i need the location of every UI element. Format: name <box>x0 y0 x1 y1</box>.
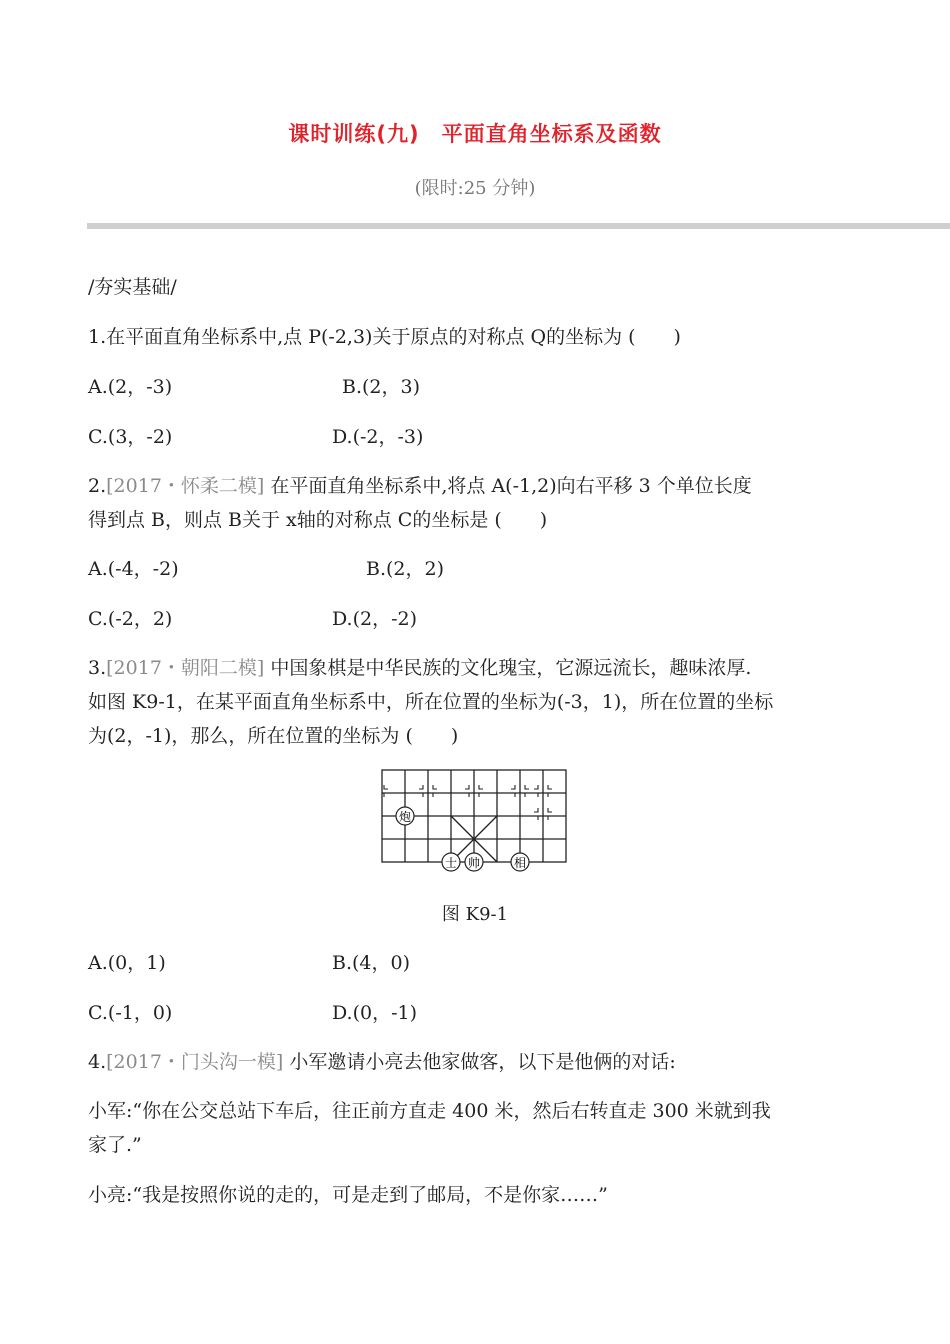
q2-source: [2017・怀柔二模] <box>106 475 265 497</box>
question-3-line-1 <box>88 653 751 680</box>
q1-option-c: C.(3，-2) <box>88 426 173 448</box>
question-3-line-3: 为(2，-1)，那么，所在位置的坐标为 ( ) <box>88 725 459 747</box>
q3-text-1: 中国象棋是中华民族的文化瑰宝，它源远流长，趣味浓厚. <box>270 657 752 679</box>
chess-board-figure <box>380 768 570 872</box>
question-1-text: 1.在平面直角坐标系中,点 P(-2,3)关于原点的对称点 Q的坐标为 ( ) <box>88 326 681 348</box>
question-2-line-1 <box>88 471 752 498</box>
q1-option-b: B.(2，3) <box>342 376 421 398</box>
question-4-line-4: 小亮:“我是按照你说的走的，可是走到了邮局，不是你家……” <box>88 1184 608 1206</box>
svg-text:帅: 帅 <box>467 856 481 870</box>
svg-text:相: 相 <box>513 856 527 870</box>
piece-pao <box>396 807 414 825</box>
q2-option-d: D.(2，-2) <box>332 608 418 630</box>
figure-caption: 图 K9-1 <box>441 904 509 925</box>
svg-text:炮: 炮 <box>398 810 412 824</box>
piece-xiang <box>511 853 529 871</box>
question-2-line-2: 得到点 B，则点 B关于 x轴的对称点 C的坐标是 ( ) <box>88 509 548 531</box>
section-heading: /夯实基础/ <box>88 276 177 298</box>
svg-text:士: 士 <box>444 856 458 870</box>
q2-option-a: A.(-4，-2) <box>88 558 179 580</box>
q2-option-b: B.(2，2) <box>366 558 445 580</box>
q2-text-1: 在平面直角坐标系中,将点 A(-1,2)向右平移 3 个单位长度 <box>270 475 752 497</box>
q3-option-c: C.(-1，0) <box>88 1002 173 1024</box>
question-4-line-2: 小军:“你在公交总站下车后，往正前方直走 400 米，然后右转直走 300 米就到我 <box>88 1100 771 1122</box>
q1-option-a: A.(2，-3) <box>88 376 173 398</box>
q4-number: 4. <box>88 1051 107 1073</box>
marker-edge <box>384 785 388 797</box>
q3-option-b: B.(4，0) <box>332 952 411 974</box>
piece-shi <box>442 853 460 871</box>
q4-source: [2017・门头沟一模] <box>106 1051 284 1073</box>
question-4-line-3: 家了.” <box>88 1134 142 1156</box>
time-limit: (限时:25 分钟) <box>414 178 536 199</box>
q3-option-d: D.(0，-1) <box>332 1002 418 1024</box>
q2-option-c: C.(-2，2) <box>88 608 173 630</box>
divider <box>87 223 950 229</box>
question-3-line-2: 如图 K9-1，在某平面直角坐标系中，所在位置的坐标为(-3，1)，所在位置的坐标 <box>88 691 774 713</box>
piece-shuai <box>465 853 483 871</box>
q1-option-d: D.(-2，-3) <box>332 426 424 448</box>
q3-number: 3. <box>88 657 107 679</box>
q3-source: [2017・朝阳二模] <box>106 657 265 679</box>
question-4-line-1 <box>88 1047 676 1074</box>
q3-option-a: A.(0，1) <box>88 952 166 974</box>
q2-number: 2. <box>88 475 107 497</box>
page-title: 课时训练(九) 平面直角坐标系及函数 <box>288 122 662 146</box>
q4-text-1: 小军邀请小亮去他家做客，以下是他俩的对话: <box>289 1051 676 1073</box>
